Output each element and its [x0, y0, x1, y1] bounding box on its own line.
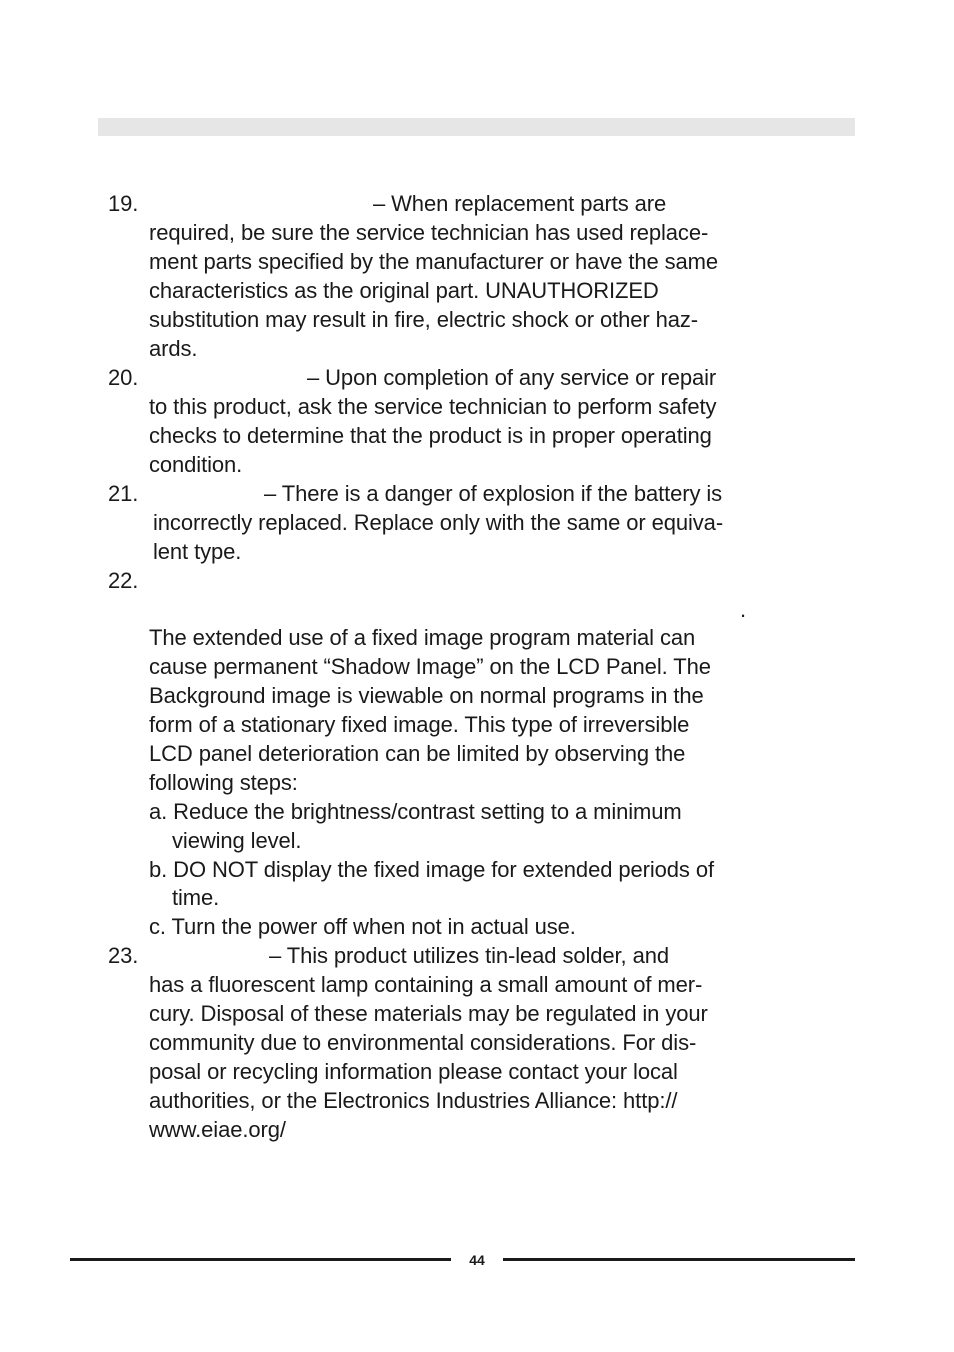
item-22-step-a: a. Reduce the brightness/contrast setting to a minimum	[149, 799, 682, 824]
footer-rule-left	[70, 1258, 451, 1261]
item-22-step-b: b. DO NOT display the fixed image for extended periods of	[149, 857, 714, 882]
item-21-number: 21.	[108, 481, 139, 506]
item-22-line-4: form of a stationary fixed image. This type of irreversible	[149, 712, 690, 737]
item-22-line-3: Background image is viewable on normal programs in the	[149, 683, 704, 708]
item-22-number: 22.	[108, 568, 139, 593]
item-19-line-5: substitution may result in fire, electric shock or other haz-	[149, 307, 699, 332]
item-23-line-1: – This product utilizes tin-lead solder, and	[269, 943, 669, 968]
page-number: 44	[469, 1252, 485, 1268]
item-22-line-2: cause permanent “Shadow Image” on the LCD Panel. The	[149, 654, 711, 679]
item-23-line-7: www.eiae.org/	[149, 1117, 286, 1142]
item-19-line-3: ment parts specified by the manufacturer or have the same	[149, 249, 719, 274]
item-19-line-1: – When replacement parts are	[373, 191, 667, 216]
item-20-line-1: – Upon completion of any service or repair	[307, 365, 717, 390]
item-20-number: 20.	[108, 365, 139, 390]
item-19-number: 19.	[108, 191, 139, 216]
item-20-line-3: checks to determine that the product is in proper operating	[149, 423, 712, 448]
item-21-line-2: incorrectly replaced. Replace only with the same or equiva-	[153, 510, 724, 535]
item-19-line-6: ards.	[149, 336, 198, 361]
item-20-line-4: condition.	[149, 452, 243, 477]
item-22-period: .	[740, 597, 747, 622]
item-23-number: 23.	[108, 943, 139, 968]
footer-rule-right	[503, 1258, 855, 1261]
item-23-line-4: community due to environmental considerations. For dis-	[149, 1030, 697, 1055]
item-19-line-2: required, be sure the service technician has used replace-	[149, 220, 709, 245]
item-22-step-a-cont: viewing level.	[172, 828, 302, 853]
item-23-line-5: posal or recycling information please contact your local	[149, 1059, 678, 1084]
header-bar	[98, 118, 855, 136]
item-22-step-c: c. Turn the power off when not in actual use.	[149, 914, 576, 939]
item-22-step-b-cont: time.	[172, 885, 220, 910]
item-20-line-2: to this product, ask the service technician to perform safety	[149, 394, 717, 419]
item-23-line-2: has a fluorescent lamp containing a small amount of mer-	[149, 972, 703, 997]
item-21-line-3: lent type.	[153, 539, 242, 564]
item-23-line-3: cury. Disposal of these materials may be regulated in your	[149, 1001, 708, 1026]
item-22-line-5: LCD panel deterioration can be limited by observing the	[149, 741, 686, 766]
item-23-line-6: authorities, or the Electronics Industries Alliance: http://	[149, 1088, 678, 1113]
item-19-line-4: characteristics as the original part. UNAUTHORIZED	[149, 278, 659, 303]
item-21-line-1: – There is a danger of explosion if the battery is	[264, 481, 723, 506]
item-22-line-6: following steps:	[149, 770, 298, 795]
item-22-line-1: The extended use of a fixed image program material can	[149, 625, 696, 650]
